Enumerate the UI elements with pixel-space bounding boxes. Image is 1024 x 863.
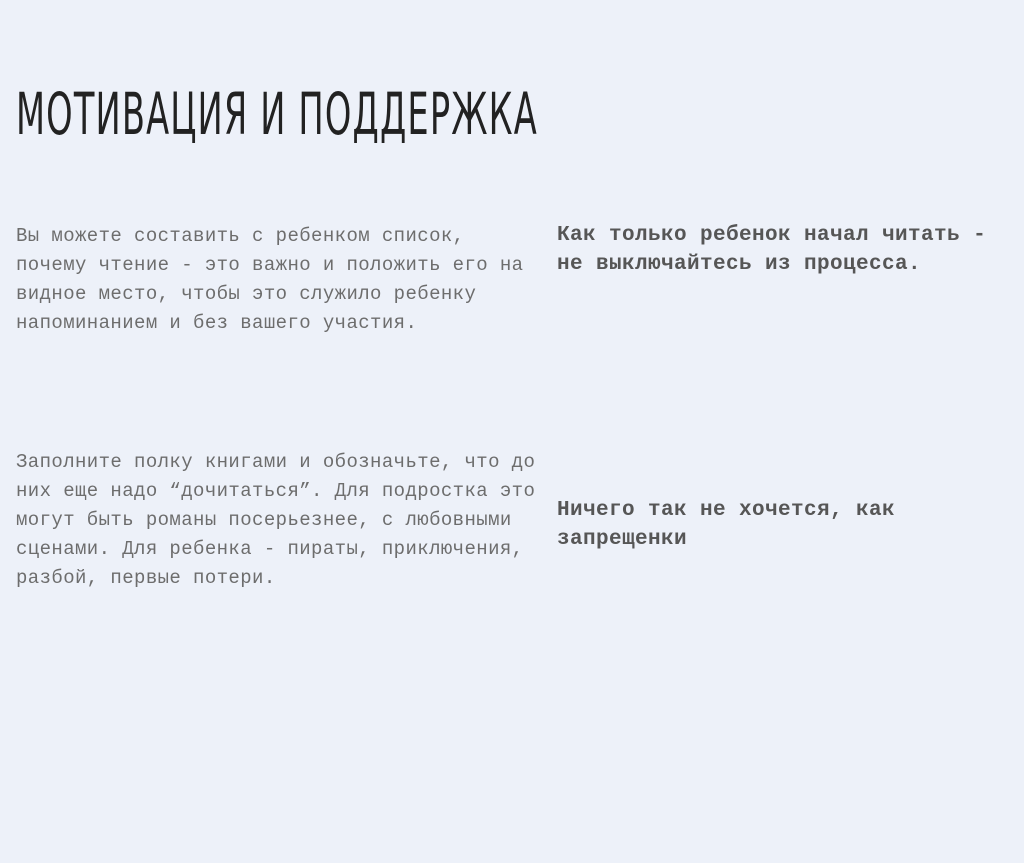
reading-list-paragraph: Вы можете составить с ребенком список, почему чтение - это важно и положить его на видное место, чтобы это служило ребенку напоминанием и без вашего участия. bbox=[16, 225, 524, 334]
highlight-stay-involved: Как только ребенок начал читать - не выключайтесь из процесса. bbox=[557, 224, 987, 276]
page-title: МОТИВАЦИЯ И ПОДДЕРЖКА bbox=[16, 80, 538, 148]
bookshelf-paragraph: Заполните полку книгами и обозначьте, что до них еще надо “дочитаться”. Для подростка это могут быть романы посерьезнее, с любовными сценами. Для ребенка - пираты, приключения, разбой, первые потери. bbox=[16, 451, 536, 589]
highlight-forbidden-fruit: Ничего так не хочется, как запрещенки bbox=[557, 499, 896, 551]
